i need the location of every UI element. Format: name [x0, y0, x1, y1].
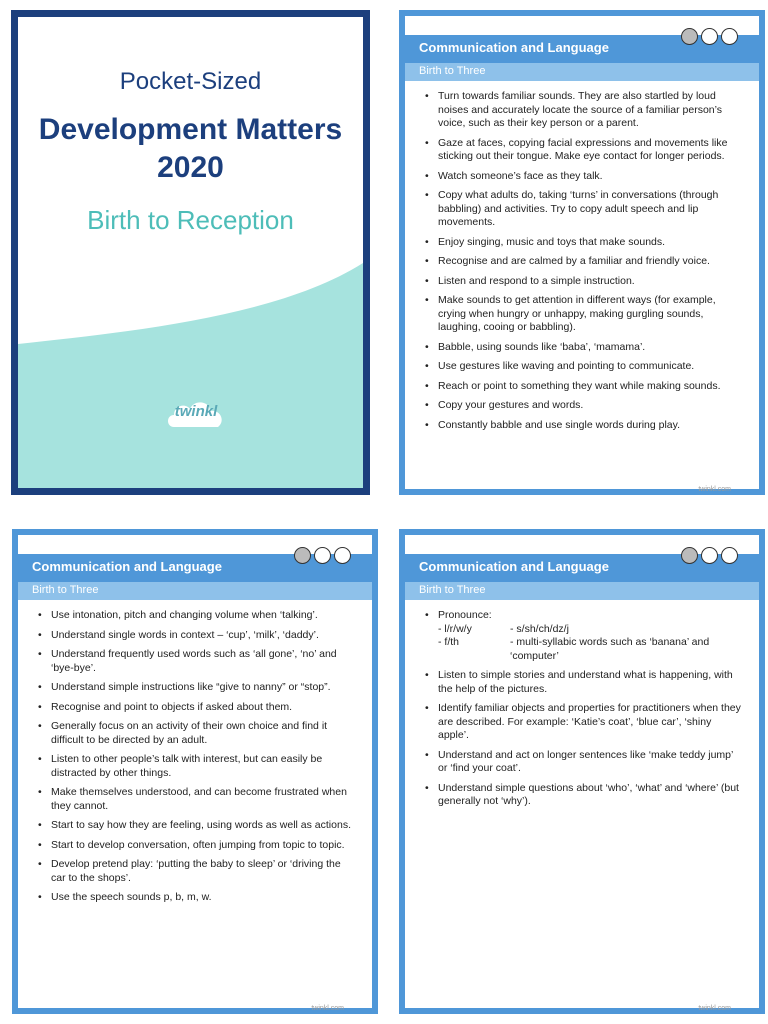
list-item: • Use gestures like waving and pointing to communicate.	[425, 360, 743, 374]
cover-subtitle: Birth to Reception	[87, 205, 294, 235]
list-item: • Use the speech sounds p, b, m, w.	[38, 891, 356, 905]
cover-card	[11, 10, 370, 495]
list-item: • Enjoy singing, music and toys that make sounds.	[425, 236, 743, 250]
circle-icon	[721, 28, 738, 45]
list-item: • Make sounds to get attention in different ways (for example, crying when hungry or unhappy, making gurgling sounds, laughing, cooing or babbling).	[425, 294, 743, 335]
card-footer: twinkl.com	[311, 1005, 344, 1012]
card-footer: twinkl.com	[698, 1005, 731, 1012]
list-item: • Reach or point to something they want while making sounds.	[425, 380, 743, 394]
list-item: • Start to develop conversation, often jumping from topic to topic.	[38, 839, 356, 853]
list-item: • Generally focus on an activity of their own choice and find it difficult to be directed by an adult.	[38, 720, 356, 747]
list-item: • Recognise and are calmed by a familiar and friendly voice.	[425, 255, 743, 269]
cover-pre-title: Pocket-Sized	[119, 68, 262, 95]
card-header: Communication and Language	[405, 554, 759, 582]
list-item: • Recognise and point to objects if asked about them.	[38, 701, 356, 715]
list-item: • Turn towards familiar sounds. They are also startled by loud noises and accurately locate the source of a familiar person’s voice, such as their key person or a parent.	[425, 90, 743, 131]
card-header: Communication and Language	[405, 35, 759, 63]
list-item: • Gaze at faces, copying facial expressions and movements like sticking out their tongue. Make eye contact for longer periods.	[425, 137, 743, 164]
card-subheader: Birth to Three	[405, 582, 759, 600]
list-item: • Listen and respond to a simple instruction.	[425, 275, 743, 289]
list-item: • Understand frequently used words such as ‘all gone’, ‘no’ and ‘bye-bye’.	[38, 648, 356, 675]
list-item: • Constantly babble and use single words during play.	[425, 419, 743, 433]
list-item: • Start to say how they are feeling, using words as well as actions.	[38, 819, 356, 833]
circle-icon	[314, 547, 331, 564]
circle-icon	[681, 28, 698, 45]
card-subheader: Birth to Three	[405, 63, 759, 81]
list-item: • Identify familiar objects and properties for practitioners when they are described. For example: ‘Katie’s coat’, ‘blue car’, ‘shiny apple’.	[425, 702, 743, 743]
card-communication-2	[12, 529, 378, 1014]
list-item-pronounce: • Pronounce: - l/r/w/y - s/sh/ch/dz/j - f/th - multi-syllabic words such as ‘banana’ and ‘computer’	[425, 609, 743, 663]
list-item: • Babble, using sounds like ‘baba’, ‘mamama’.	[425, 341, 743, 355]
card-header: Communication and Language	[18, 554, 372, 582]
list-item: • Develop pretend play: ‘putting the baby to sleep’ or ‘driving the car to the shops’.	[38, 858, 356, 885]
circle-icon	[701, 547, 718, 564]
card-communication-3	[399, 529, 765, 1014]
card-subheader: Birth to Three	[18, 582, 372, 600]
circle-icon	[294, 547, 311, 564]
list-item: • Understand simple instructions like “give to nanny” or “stop”.	[38, 681, 356, 695]
list-item: • Copy what adults do, taking ‘turns’ in conversations (through babbling) and activities. Try to copy adult speech and lip movements.	[425, 189, 743, 230]
list-item: • Make themselves understood, and can become frustrated when they cannot.	[38, 786, 356, 813]
list-item: • Watch someone’s face as they talk.	[425, 170, 743, 184]
circle-icon	[334, 547, 351, 564]
decorative-dots	[681, 28, 737, 46]
list-item: • Understand and act on longer sentences like ‘make teddy jump’ or ‘find your coat’.	[425, 749, 743, 776]
card-list	[425, 90, 743, 438]
list-item: • Understand single words in context – ‘cup’, ‘milk’, ‘daddy’.	[38, 629, 356, 643]
decorative-dots	[681, 547, 737, 565]
cover-title: Development Matters 2020	[38, 113, 343, 184]
list-item: • Listen to simple stories and understand what is happening, with the help of the pictures.	[425, 669, 743, 696]
decorative-dots	[294, 547, 350, 565]
circle-icon	[681, 547, 698, 564]
twinkl-logo-text: twinkl	[174, 403, 218, 420]
list-item: • Use intonation, pitch and changing volume when ‘talking’.	[38, 609, 356, 623]
card-communication-1	[399, 10, 765, 495]
card-footer: twinkl.com	[698, 486, 731, 493]
card-list	[425, 609, 743, 815]
list-item: • Copy your gestures and words.	[425, 399, 743, 413]
list-item: • Listen to other people’s talk with interest, but can easily be distracted by other things.	[38, 753, 356, 780]
list-item: • Understand simple questions about ‘who’, ‘what’ and ‘where’ (but generally not ‘why’).	[425, 782, 743, 809]
circle-icon	[721, 547, 738, 564]
card-list	[38, 609, 356, 911]
circle-icon	[701, 28, 718, 45]
